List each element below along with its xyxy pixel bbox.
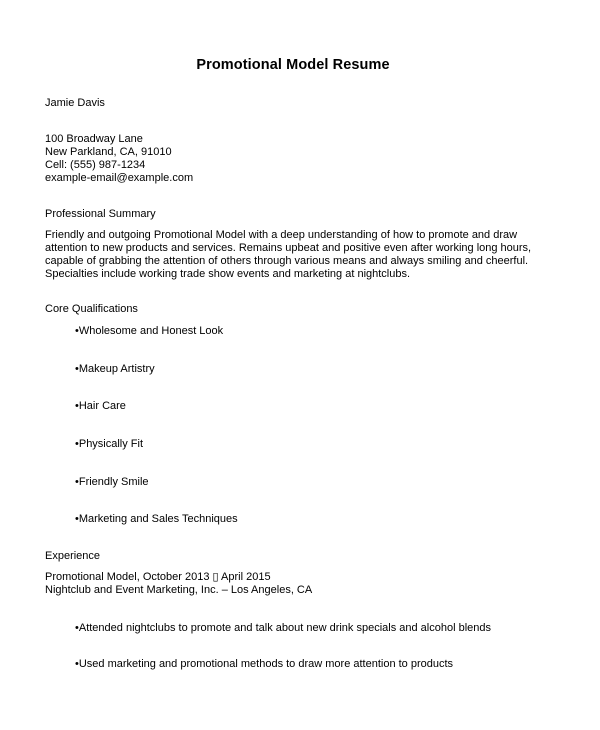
- address-line-2: New Parkland, CA, 91010: [45, 146, 172, 158]
- email-address: example-email@example.com: [45, 172, 194, 184]
- qualification-item: •Marketing and Sales Techniques: [75, 513, 238, 525]
- summary-text: Friendly and outgoing Promotional Model with a deep understanding of how to promote and draw attention to new products and services. Remains upbeat and positive even after working long hours, capable of grabbing the attention of others through various means and always smiling and cheerful. Specialties include working trade show events and marketing at nightclubs.: [45, 229, 532, 280]
- qualification-item: •Hair Care: [75, 400, 126, 412]
- experience-role: Promotional Model, October 2013 ▯ April 2015: [45, 571, 271, 583]
- experience-company: Nightclub and Event Marketing, Inc. – Los Angeles, CA: [45, 584, 313, 596]
- phone-number: Cell: (555) 987-1234: [45, 159, 146, 171]
- experience-heading: Experience: [45, 550, 101, 562]
- address-line-1: 100 Broadway Lane: [45, 133, 143, 145]
- qualification-item: •Physically Fit: [75, 438, 144, 450]
- experience-item: •Attended nightclubs to promote and talk about new drink specials and alcohol blends: [75, 622, 492, 634]
- page-title: Promotional Model Resume: [196, 57, 390, 73]
- summary-heading: Professional Summary: [45, 208, 156, 220]
- qualification-item: •Wholesome and Honest Look: [75, 325, 224, 337]
- qualifications-heading: Core Qualifications: [45, 303, 138, 315]
- candidate-name: Jamie Davis: [45, 97, 105, 109]
- experience-item: •Used marketing and promotional methods to draw more attention to products: [75, 658, 454, 670]
- qualification-item: •Friendly Smile: [75, 476, 149, 488]
- qualification-item: •Makeup Artistry: [75, 363, 155, 375]
